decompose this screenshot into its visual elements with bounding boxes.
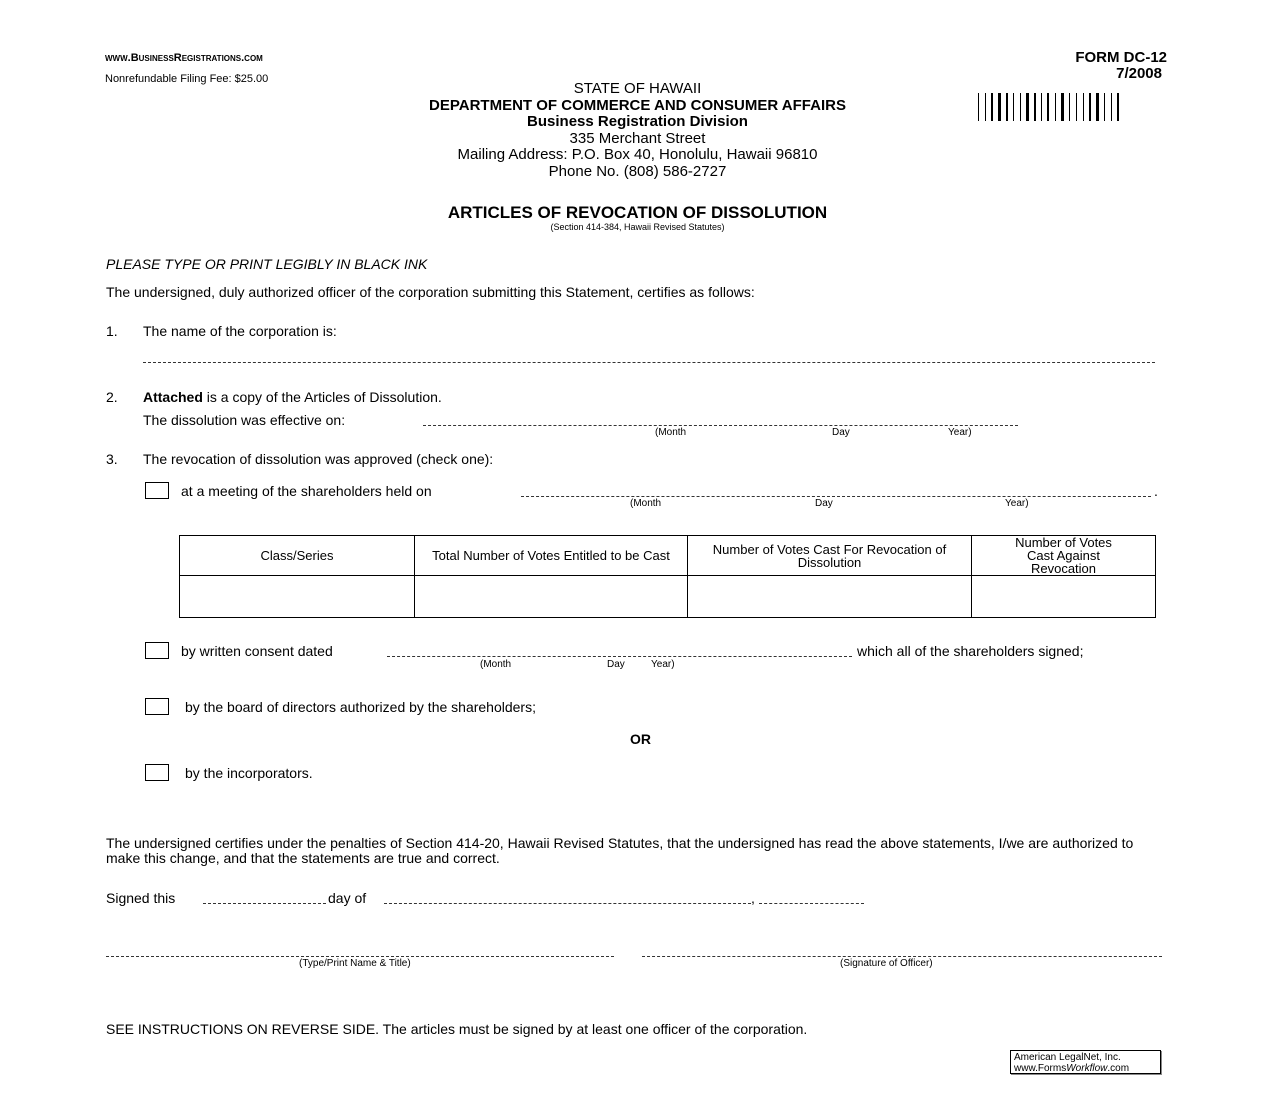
board-label: by the board of directors authorized by the shareholders; <box>185 699 536 715</box>
vendor-stamp <box>1010 1050 1161 1074</box>
day-label: Day <box>832 427 850 438</box>
year-label: Year) <box>948 427 972 438</box>
column-header: Number of Votes Cast Against Revocation <box>972 536 1156 576</box>
signed-this-label: Signed this <box>106 890 176 906</box>
form-number: FORM DC-12 <box>1075 49 1167 66</box>
phone-number: Phone No. (808) 586-2727 <box>548 162 727 180</box>
form-title: ARTICLES OF REVOCATION OF DISSOLUTION <box>447 203 828 222</box>
month-label: (Month <box>480 659 512 670</box>
consent-date-field[interactable] <box>387 656 852 657</box>
table-cell[interactable] <box>415 576 688 618</box>
approval-label: The revocation of dissolution was approved (check one): <box>143 451 494 467</box>
website: www.BusinessRegistrations.com <box>105 52 263 64</box>
signature-label: (Signature of Officer) <box>840 958 933 969</box>
vendor-url: www.FormsWorkflow.com <box>1014 1063 1130 1074</box>
table-cell[interactable] <box>972 576 1156 618</box>
statute-citation: (Section 414-384, Hawaii Revised Statutes) <box>550 222 725 232</box>
attached-label: Attached <box>143 389 203 405</box>
certification-text: The undersigned certifies under the penalties of Section 414-20, Hawaii Revised Statutes, that the undersigned has read the above statements, I/we are authorized to make this change, and that the statements are true and correct. <box>106 835 1134 866</box>
written-consent-checkbox[interactable] <box>145 642 169 659</box>
filing-fee: Nonrefundable Filing Fee: $25.00 <box>105 73 269 85</box>
corporation-name-label: The name of the corporation is: <box>143 323 337 339</box>
table-cell[interactable] <box>180 576 415 618</box>
corporation-name-field[interactable] <box>143 362 1155 363</box>
year-label: Year) <box>651 659 675 670</box>
column-header: Class/Series <box>180 536 415 576</box>
incorporators-checkbox[interactable] <box>145 764 169 781</box>
day-of-label: day of <box>328 890 367 906</box>
signed-day-field[interactable] <box>203 903 326 904</box>
ink-instruction: PLEASE TYPE OR PRINT LEGIBLY IN BLACK INK <box>106 256 428 272</box>
form-page: www.BusinessRegistrations.com Nonrefundable Filing Fee: $25.00 FORM DC-12 7/2008 STATE OF HAWAII DEPARTMENT OF COMMERCE AND CONSUMER AFFAIRS Business Registration Division 335 Merchant Street Mailing Address: P.O. Box 40, Honolulu, Hawaii 96810 Phone No. (808) 586-2727 ARTICLES OF REVOCATION OF DISSOLUTION (Section 414-384, Hawaii Revised Statutes) PLEASE TYPE OR PRINT LEGIBLY IN BLACK INK The undersigned, duly authorized officer of the corporation submitting this Statement, certifies as follows: 1. The name of the corporation is: 2. Attached is a copy of the Articles of Dissolution. The dissolution was effective on: (Month Day Year) 3. The revocation of dissolution was approved (check one): at a meeting of the shareholders held on . (Month Day Year) Class/Series Total Number of Votes Entitled to be Cast Number of Votes Cast For Revocation of Dissolution Number of Votes Cast Against Revocation by written consent dated which all of the shareholders signed; (Month Day Year) by the board of directors authorized by the shareholders; OR by the incorporators. The undersigned certifies under the penalties of Section 414-20, Hawaii Revised Statutes, that the undersigned has read the above statements, I/we are authorized to make this change, and that the statements are true and correct. Signed this day of , (Type/Print Name & Title) (Signature of Officer) SEE INSTRUCTIONS ON REVERSE SIDE. The articles must be signed by at least one officer of the corporation. American LegalNet, Inc. www.FormsWorkflow.com <box>0 0 1275 1100</box>
item-number: 3. <box>106 451 118 467</box>
meeting-label: at a meeting of the shareholders held on <box>181 483 432 499</box>
name-title-label: (Type/Print Name & Title) <box>299 958 411 969</box>
column-header: Number of Votes Cast For Revocation of Dissolution <box>688 536 972 576</box>
year-label: Year) <box>1005 498 1029 509</box>
day-label: Day <box>607 659 625 670</box>
meeting-checkbox[interactable] <box>145 482 169 499</box>
street-address: 335 Merchant Street <box>569 129 706 147</box>
signature-field[interactable] <box>642 956 1162 957</box>
effective-date-field[interactable] <box>423 425 1018 426</box>
effective-date-label: The dissolution was effective on: <box>143 412 346 428</box>
or-label: OR <box>630 731 651 747</box>
signed-month-field[interactable] <box>384 903 751 904</box>
column-header: Total Number of Votes Entitled to be Cast <box>415 536 688 576</box>
item-number: 1. <box>106 323 118 339</box>
division-name: Business Registration Division <box>527 113 748 130</box>
day-label: Day <box>815 498 833 509</box>
consent-end-text: which all of the shareholders signed; <box>857 643 1084 659</box>
attached-text: is a copy of the Articles of Dissolution. <box>202 389 442 405</box>
mailing-address: Mailing Address: P.O. Box 40, Honolulu, Hawaii 96810 <box>457 146 818 163</box>
month-label: (Month <box>630 498 662 509</box>
state-name: STATE OF HAWAII <box>573 80 702 97</box>
signed-year-field[interactable] <box>759 903 864 904</box>
meeting-date-field[interactable] <box>521 496 1151 497</box>
table-cell[interactable] <box>688 576 972 618</box>
votes-table <box>179 535 1156 618</box>
incorporators-label: by the incorporators. <box>185 765 313 781</box>
month-label: (Month <box>655 427 687 438</box>
intro-text: The undersigned, duly authorized officer of the corporation submitting this Statement, certifies as follows: <box>106 284 755 300</box>
item-number: 2. <box>106 389 118 405</box>
name-title-field[interactable] <box>106 956 614 957</box>
vendor-name: American LegalNet, Inc. <box>1014 1052 1121 1063</box>
footer-instructions: SEE INSTRUCTIONS ON REVERSE SIDE. The articles must be signed by at least one officer of the corporation. <box>106 1021 808 1037</box>
department-name: DEPARTMENT OF COMMERCE AND CONSUMER AFFAIRS <box>429 96 846 114</box>
written-consent-label: by written consent dated <box>181 643 333 659</box>
board-checkbox[interactable] <box>145 698 169 715</box>
form-date: 7/2008 <box>1116 65 1162 82</box>
